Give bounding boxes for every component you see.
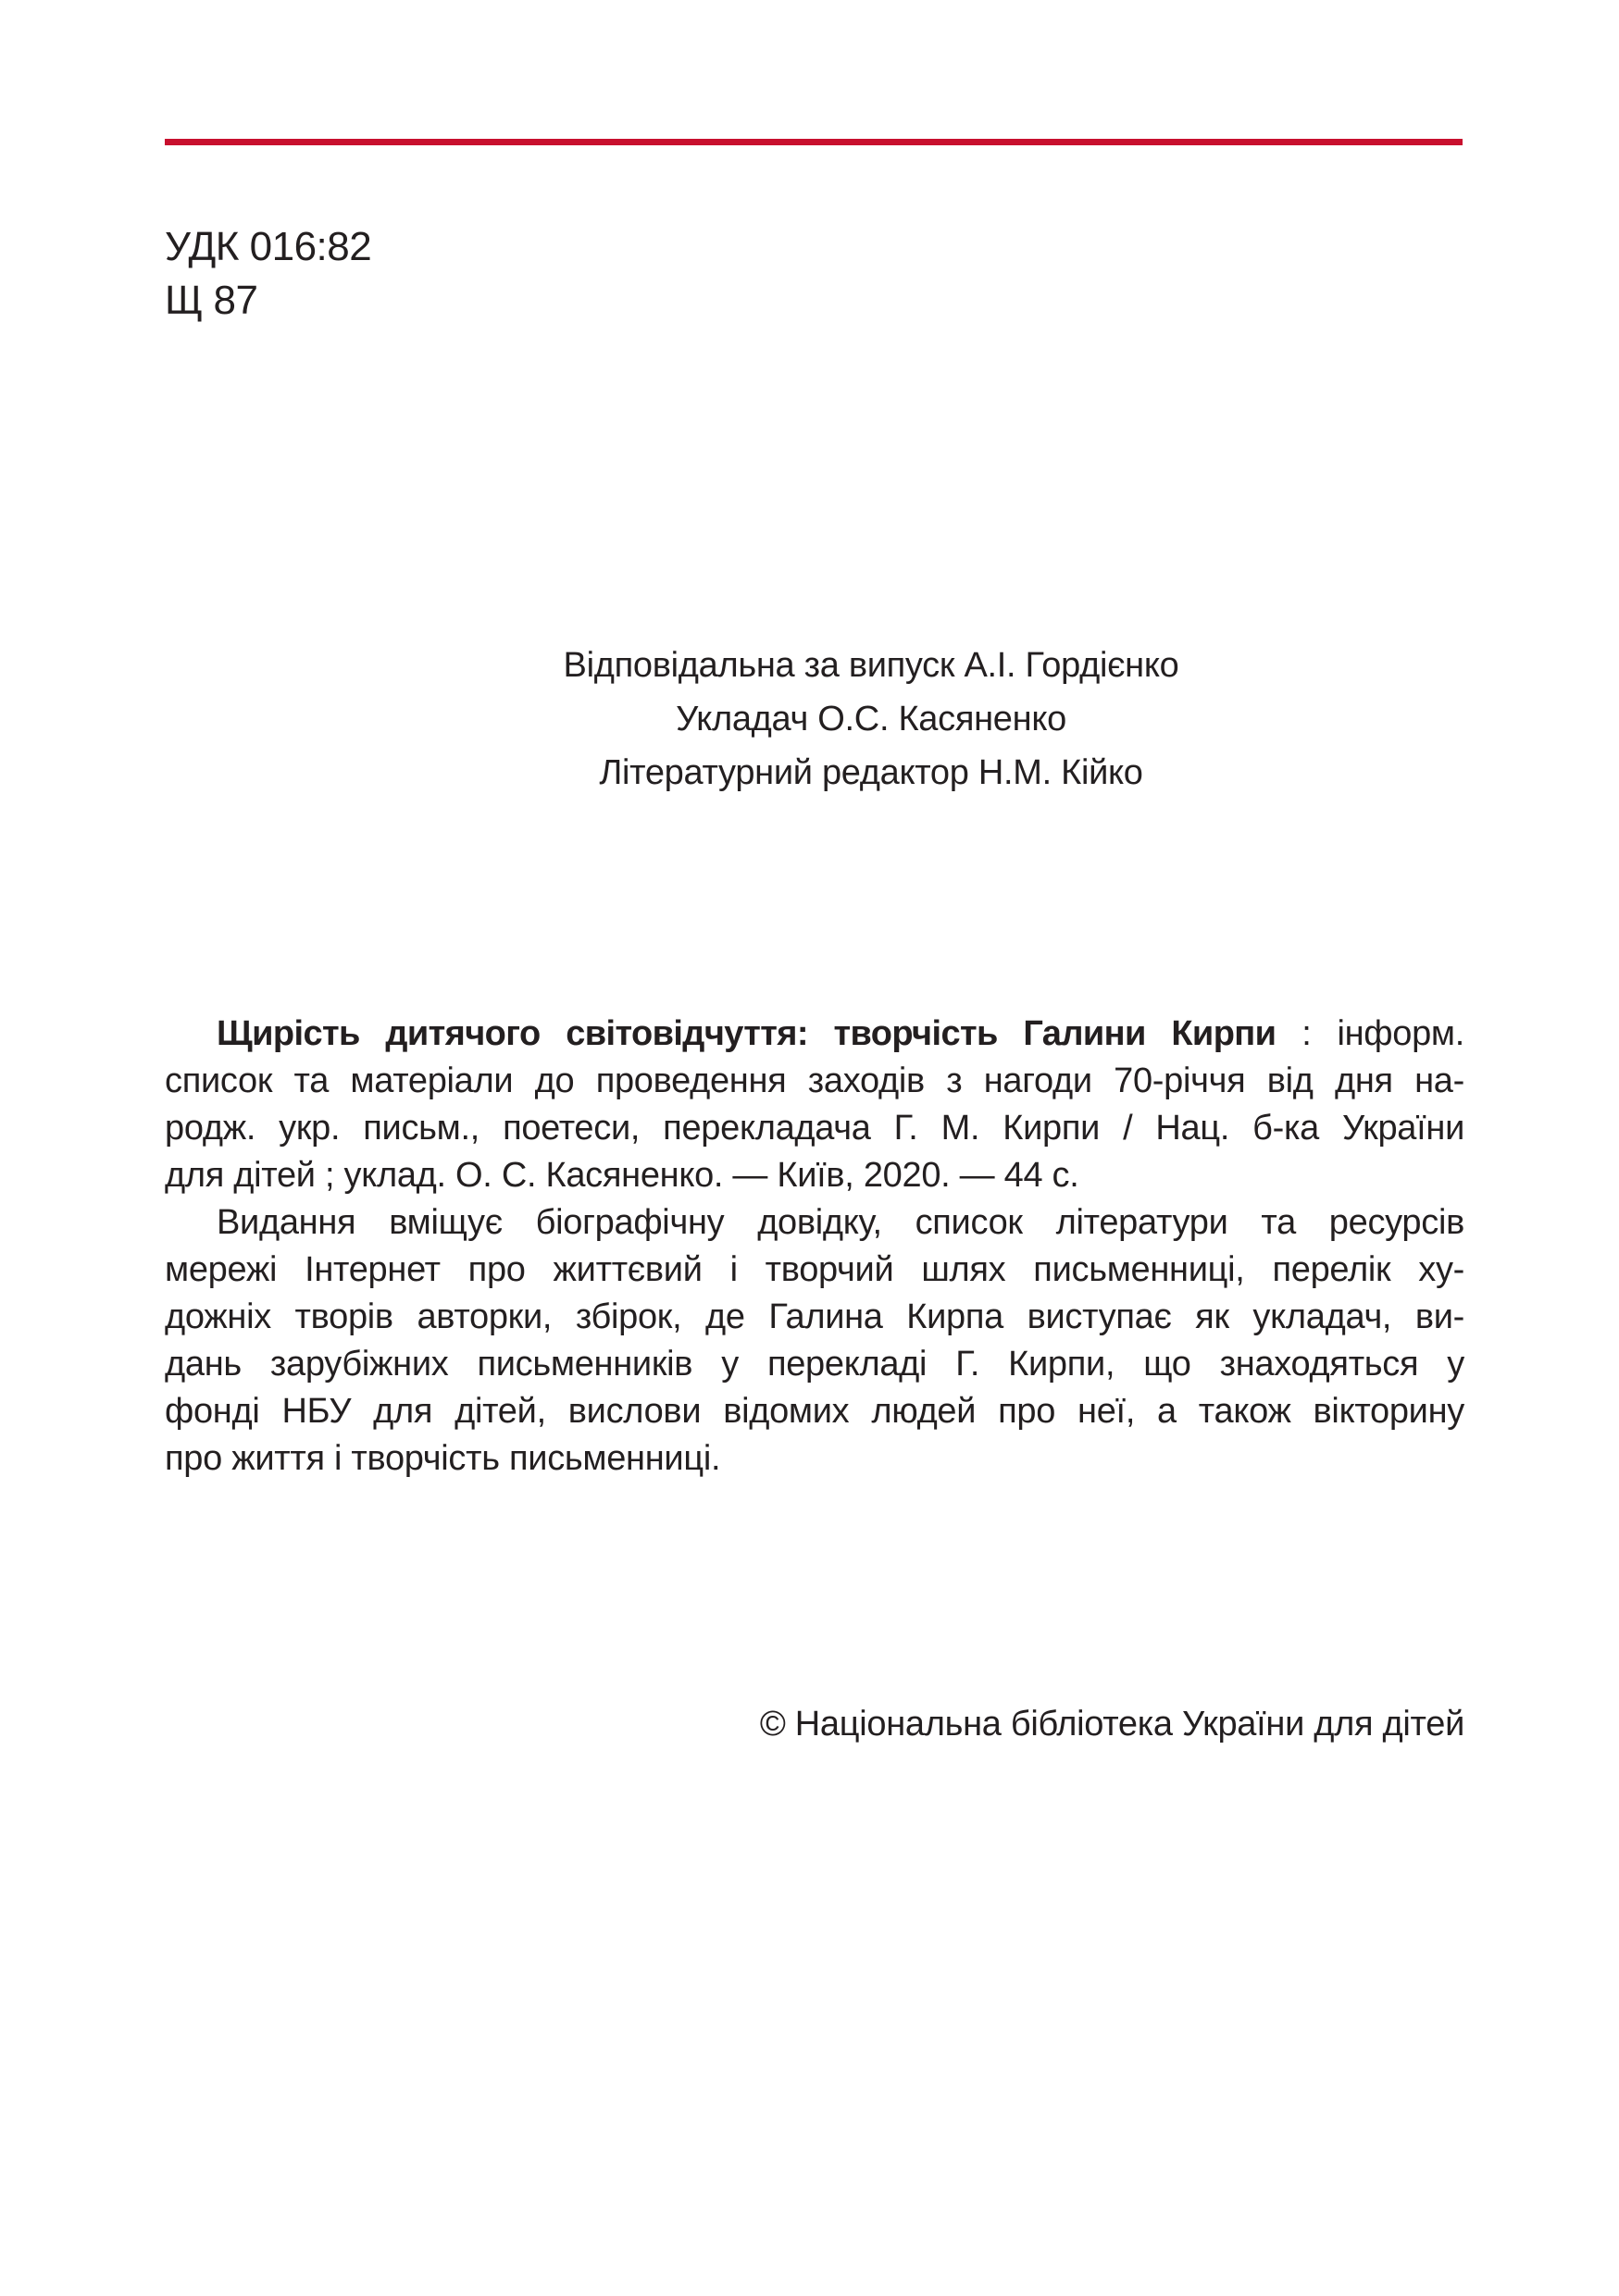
annotation-line-5: фонді НБУ для дітей, вислови відомих людей про неї, а також вікторину (165, 1392, 1464, 1431)
annotation-line-1: Видання вміщує біографічну довідку, список літератури та ресурсів (217, 1203, 1464, 1242)
bibliographic-description (165, 1011, 1464, 1483)
top-accent-rule (165, 139, 1463, 145)
credits-block (278, 639, 1464, 800)
annotation-line-6: про життя і творчість письменниці. (165, 1439, 721, 1478)
bibliographic-line-4: для дітей ; уклад. О. С. Касяненко. — Київ, 2020. — 44 с. (165, 1156, 1079, 1195)
author-mark: Щ 87 (165, 278, 258, 323)
bibliographic-line-1-rest: : інформ. (1276, 1014, 1464, 1053)
bibliographic-line-1 (165, 1011, 1464, 1058)
classification-codes (165, 220, 371, 328)
literary-editor: Літературний редактор Н.М. Кійко (599, 753, 1143, 792)
book-title: Щирість дитячого світовідчуття: творчість Галини Кирпи (217, 1014, 1277, 1053)
bibliographic-line-3: родж. укр. письм., поетеси, перекладача Г. М. Кирпи / Нац. б-ка України (165, 1109, 1464, 1148)
annotation-line-2: мережі Інтернет про життєвий і творчий шлях письменниці, перелік ху- (165, 1250, 1464, 1289)
annotation-line-3: дожніх творів авторки, збірок, де Галина Кирпа виступає як укладач, ви- (165, 1297, 1464, 1336)
udc-code: УДК 016:82 (165, 224, 372, 269)
copyright-notice: © Національна бібліотека України для дітей (759, 1705, 1464, 1744)
responsible-editor: Відповідальна за випуск А.І. Гордієнко (563, 646, 1179, 685)
annotation-line-4: дань зарубіжних письменників у перекладі Г. Кирпи, що знаходяться у (165, 1345, 1464, 1384)
compiler: Укладач О.С. Касяненко (676, 700, 1066, 738)
bibliographic-line-2: список та матеріали до проведення заходів з нагоди 70-річчя від дня на- (165, 1061, 1464, 1100)
